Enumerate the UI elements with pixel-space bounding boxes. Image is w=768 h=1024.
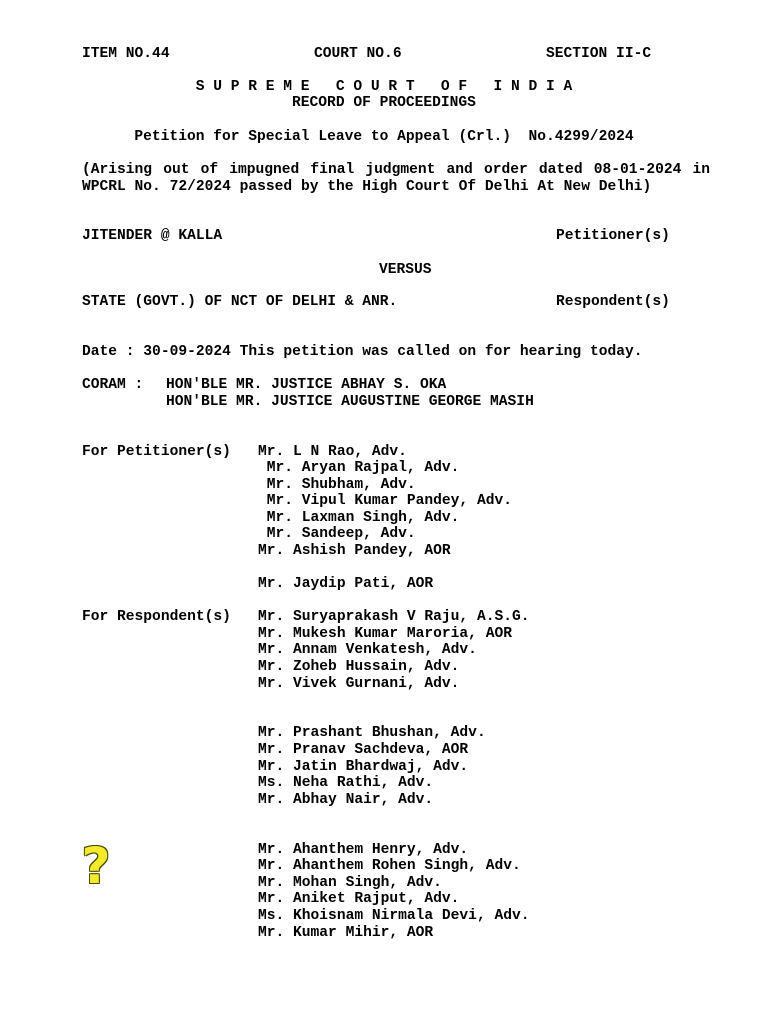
respondent-role: Respondent(s)	[556, 294, 670, 310]
versus-label: VERSUS	[379, 262, 432, 278]
petitioner-name: JITENDER @ KALLA	[82, 228, 223, 244]
petitioner-counsel-label: For Petitioner(s)	[82, 444, 231, 460]
counsel-line: Mr. Sandeep, Adv.	[258, 526, 416, 542]
judge-2: HON'BLE MR. JUSTICE AUGUSTINE GEORGE MASIH	[166, 394, 534, 410]
counsel-line: Mr. Aniket Rajput, Adv.	[258, 891, 460, 907]
counsel-line: Mr. Vipul Kumar Pandey, Adv.	[258, 493, 512, 509]
section-number: SECTION II-C	[546, 46, 652, 62]
counsel-line: Mr. Jatin Bhardwaj, Adv.	[258, 759, 469, 775]
counsel-line: Mr. Shubham, Adv.	[258, 477, 416, 493]
counsel-line: Mr. Vivek Gurnani, Adv.	[258, 676, 460, 692]
respondent-counsel-label: For Respondent(s)	[82, 609, 231, 625]
counsel-line: Mr. Suryaprakash V Raju, A.S.G.	[258, 609, 530, 625]
coram-label: CORAM :	[82, 377, 144, 393]
counsel-line: Mr. Ahanthem Henry, Adv.	[258, 842, 469, 858]
counsel-line: Mr. Kumar Mihir, AOR	[258, 925, 434, 941]
counsel-line: Mr. Annam Venkatesh, Adv.	[258, 642, 477, 658]
counsel-line: Mr. Laxman Singh, Adv.	[258, 510, 460, 526]
counsel-line: Mr. Ashish Pandey, AOR	[258, 543, 451, 559]
petition-title: Petition for Special Leave to Appeal (Crl.) No.4299/2024	[134, 129, 634, 145]
respondent-name: STATE (GOVT.) OF NCT OF DELHI & ANR.	[82, 294, 398, 310]
record-title: RECORD OF PROCEEDINGS	[292, 95, 476, 111]
question-mark-icon[interactable]: ?	[81, 837, 111, 895]
hearing-date-line: Date : 30-09-2024 This petition was called on for hearing today.	[82, 344, 643, 360]
counsel-line: Mr. Prashant Bhushan, Adv.	[258, 725, 486, 741]
counsel-line: Mr. Ahanthem Rohen Singh, Adv.	[258, 858, 521, 874]
court-name: S U P R E M E C O U R T O F I N D I A	[195, 79, 573, 95]
judge-1: HON'BLE MR. JUSTICE ABHAY S. OKA	[166, 377, 447, 393]
counsel-line: Mr. Aryan Rajpal, Adv.	[258, 460, 460, 476]
counsel-line: Ms. Neha Rathi, Adv.	[258, 775, 434, 791]
counsel-line: Ms. Khoisnam Nirmala Devi, Adv.	[258, 908, 530, 924]
petitioner-role: Petitioner(s)	[556, 228, 670, 244]
counsel-line: Mr. Mohan Singh, Adv.	[258, 875, 442, 891]
counsel-line: Mr. Pranav Sachdeva, AOR	[258, 742, 469, 758]
counsel-line: Mr. Mukesh Kumar Maroria, AOR	[258, 626, 512, 642]
item-number: ITEM NO.44	[82, 46, 170, 62]
court-number: COURT NO.6	[314, 46, 402, 62]
counsel-line: Mr. Zoheb Hussain, Adv.	[258, 659, 460, 675]
arising-paragraph: (Arising out of impugned final judgment and order dated 08-01-2024 in WPCRL No. 72/2024 passed by the High Court Of Delhi At New Delhi)	[82, 162, 710, 195]
counsel-line: Mr. Abhay Nair, Adv.	[258, 792, 434, 808]
counsel-line: Mr. L N Rao, Adv.	[258, 444, 407, 460]
counsel-line: Mr. Jaydip Pati, AOR	[258, 576, 434, 592]
